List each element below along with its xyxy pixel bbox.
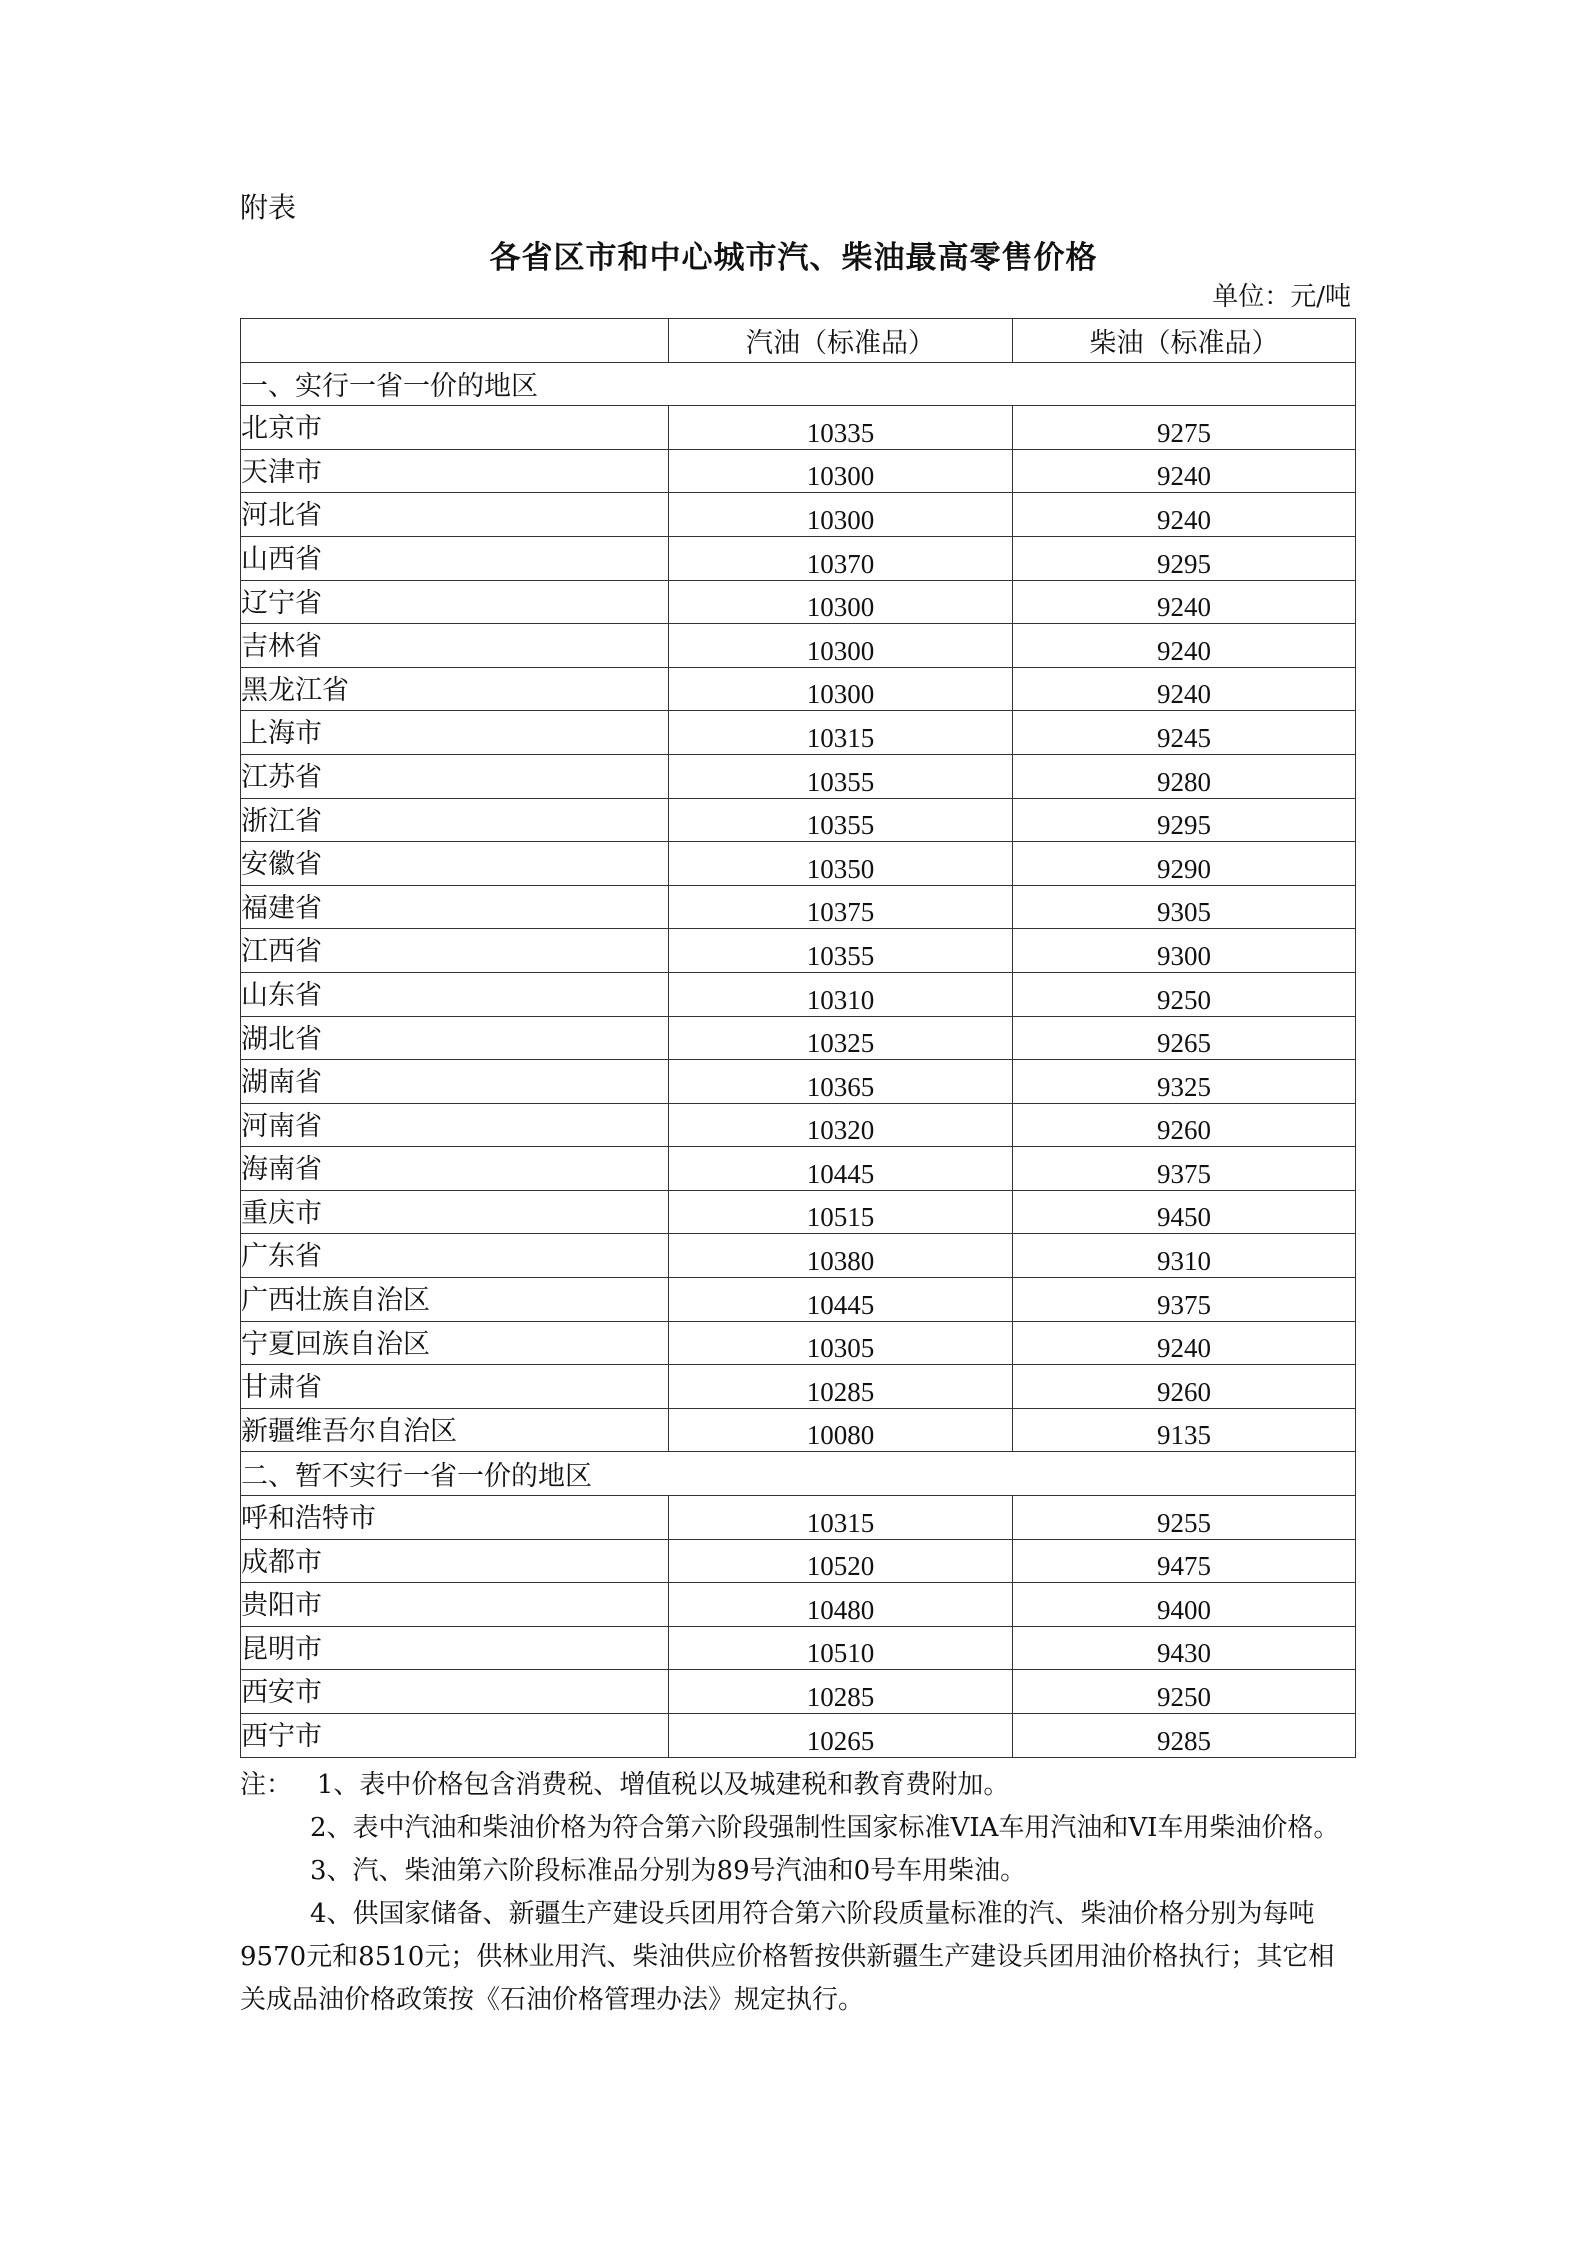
region-name: 广西壮族自治区 bbox=[241, 1278, 669, 1322]
gasoline-price: 10300 bbox=[669, 624, 1013, 668]
gasoline-price: 10325 bbox=[669, 1016, 1013, 1060]
diesel-price: 9240 bbox=[1013, 1321, 1356, 1365]
gasoline-price: 10265 bbox=[669, 1714, 1013, 1758]
region-name: 昆明市 bbox=[241, 1626, 669, 1670]
region-name: 呼和浩特市 bbox=[241, 1496, 669, 1540]
region-name: 浙江省 bbox=[241, 798, 669, 842]
region-name: 江西省 bbox=[241, 929, 669, 973]
region-name: 海南省 bbox=[241, 1147, 669, 1191]
document-title: 各省区市和中心城市汽、柴油最高零售价格 bbox=[489, 240, 1098, 276]
table-row bbox=[241, 493, 1356, 537]
table-row bbox=[241, 711, 1356, 755]
note-2: 2、表中汽油和柴油价格为符合第六阶段强制性国家标准VIA车用汽油和VI车用柴油价格。 bbox=[310, 1813, 1340, 1843]
diesel-price: 9240 bbox=[1013, 493, 1356, 537]
diesel-price: 9240 bbox=[1013, 624, 1356, 668]
diesel-price: 9300 bbox=[1013, 929, 1356, 973]
table-row bbox=[241, 1714, 1356, 1758]
diesel-price: 9430 bbox=[1013, 1626, 1356, 1670]
gasoline-price: 10285 bbox=[669, 1365, 1013, 1409]
region-name: 辽宁省 bbox=[241, 580, 669, 624]
diesel-price: 9375 bbox=[1013, 1278, 1356, 1322]
gasoline-price: 10445 bbox=[669, 1278, 1013, 1322]
gasoline-price: 10305 bbox=[669, 1321, 1013, 1365]
diesel-price: 9240 bbox=[1013, 667, 1356, 711]
gasoline-price: 10355 bbox=[669, 929, 1013, 973]
region-name: 西安市 bbox=[241, 1670, 669, 1714]
gasoline-price: 10515 bbox=[669, 1190, 1013, 1234]
diesel-price: 9275 bbox=[1013, 406, 1356, 450]
diesel-price: 9325 bbox=[1013, 1060, 1356, 1104]
note-3: 3、汽、柴油第六阶段标准品分别为89号汽油和0号车用柴油。 bbox=[310, 1856, 1027, 1886]
region-name: 河北省 bbox=[241, 493, 669, 537]
gasoline-price: 10315 bbox=[669, 1496, 1013, 1540]
gasoline-price: 10300 bbox=[669, 580, 1013, 624]
unit-label: 单位：元/吨 bbox=[1212, 282, 1351, 312]
table-row bbox=[241, 1583, 1356, 1627]
diesel-price: 9475 bbox=[1013, 1539, 1356, 1583]
region-name: 天津市 bbox=[241, 449, 669, 493]
gasoline-price: 10335 bbox=[669, 406, 1013, 450]
region-name: 安徽省 bbox=[241, 842, 669, 886]
region-name: 宁夏回族自治区 bbox=[241, 1321, 669, 1365]
region-name: 成都市 bbox=[241, 1539, 669, 1583]
table-row bbox=[241, 1539, 1356, 1583]
diesel-price: 9280 bbox=[1013, 754, 1356, 798]
section-label: 一、实行一省一价的地区 bbox=[241, 362, 1356, 406]
diesel-price: 9305 bbox=[1013, 885, 1356, 929]
gasoline-price: 10520 bbox=[669, 1539, 1013, 1583]
table-row bbox=[241, 754, 1356, 798]
table-row bbox=[241, 580, 1356, 624]
table-row bbox=[241, 1496, 1356, 1540]
table-row bbox=[241, 1234, 1356, 1278]
header-gasoline: 汽油（标准品） bbox=[669, 319, 1013, 363]
table-row bbox=[241, 1408, 1356, 1452]
gasoline-price: 10300 bbox=[669, 493, 1013, 537]
notes-prefix: 注： bbox=[240, 1770, 293, 1800]
region-name: 广东省 bbox=[241, 1234, 669, 1278]
region-name: 福建省 bbox=[241, 885, 669, 929]
diesel-price: 9255 bbox=[1013, 1496, 1356, 1540]
region-name: 山西省 bbox=[241, 536, 669, 580]
region-name: 河南省 bbox=[241, 1103, 669, 1147]
gasoline-price: 10315 bbox=[669, 711, 1013, 755]
region-name: 甘肃省 bbox=[241, 1365, 669, 1409]
note-4: 4、供国家储备、新疆生产建设兵团用符合第六阶段质量标准的汽、柴油价格分别为每吨9570元和8510元；供林业用汽、柴油供应价格暂按供新疆生产建设兵团用油价格执行；其它相关成品油价格政策按《石油价格管理办法》规定执行。 bbox=[240, 1899, 1335, 2015]
header-diesel: 柴油（标准品） bbox=[1013, 319, 1356, 363]
gasoline-price: 10355 bbox=[669, 754, 1013, 798]
gasoline-price: 10365 bbox=[669, 1060, 1013, 1104]
table-row bbox=[241, 798, 1356, 842]
diesel-price: 9450 bbox=[1013, 1190, 1356, 1234]
table-row bbox=[241, 1190, 1356, 1234]
note-1 bbox=[240, 1764, 1355, 1807]
gasoline-price: 10310 bbox=[669, 972, 1013, 1016]
region-name: 北京市 bbox=[241, 406, 669, 450]
diesel-price: 9250 bbox=[1013, 1670, 1356, 1714]
region-name: 山东省 bbox=[241, 972, 669, 1016]
table-row bbox=[241, 624, 1356, 668]
region-name: 湖南省 bbox=[241, 1060, 669, 1104]
diesel-price: 9245 bbox=[1013, 711, 1356, 755]
table-row bbox=[241, 1626, 1356, 1670]
gasoline-price: 10285 bbox=[669, 1670, 1013, 1714]
header-region bbox=[241, 319, 669, 363]
gasoline-price: 10375 bbox=[669, 885, 1013, 929]
diesel-price: 9290 bbox=[1013, 842, 1356, 886]
diesel-price: 9310 bbox=[1013, 1234, 1356, 1278]
diesel-price: 9295 bbox=[1013, 536, 1356, 580]
table-row bbox=[241, 1365, 1356, 1409]
gasoline-price: 10370 bbox=[669, 536, 1013, 580]
gasoline-price: 10480 bbox=[669, 1583, 1013, 1627]
diesel-price: 9260 bbox=[1013, 1365, 1356, 1409]
gasoline-price: 10300 bbox=[669, 449, 1013, 493]
table-row bbox=[241, 1103, 1356, 1147]
table-row bbox=[241, 842, 1356, 886]
table-row bbox=[241, 885, 1356, 929]
table-row bbox=[241, 667, 1356, 711]
diesel-price: 9260 bbox=[1013, 1103, 1356, 1147]
region-name: 吉林省 bbox=[241, 624, 669, 668]
table-row bbox=[241, 1278, 1356, 1322]
table-row bbox=[241, 1670, 1356, 1714]
region-name: 贵阳市 bbox=[241, 1583, 669, 1627]
diesel-price: 9135 bbox=[1013, 1408, 1356, 1452]
region-name: 重庆市 bbox=[241, 1190, 669, 1234]
diesel-price: 9285 bbox=[1013, 1714, 1356, 1758]
table-row bbox=[241, 1060, 1356, 1104]
gasoline-price: 10510 bbox=[669, 1626, 1013, 1670]
attachment-label: 附表 bbox=[240, 191, 297, 224]
gasoline-price: 10355 bbox=[669, 798, 1013, 842]
region-name: 新疆维吾尔自治区 bbox=[241, 1408, 669, 1452]
gasoline-price: 10380 bbox=[669, 1234, 1013, 1278]
gasoline-price: 10080 bbox=[669, 1408, 1013, 1452]
region-name: 江苏省 bbox=[241, 754, 669, 798]
notes bbox=[240, 1764, 1355, 2022]
region-name: 西宁市 bbox=[241, 1714, 669, 1758]
section-row bbox=[241, 1452, 1356, 1496]
section-label: 二、暂不实行一省一价的地区 bbox=[241, 1452, 1356, 1496]
table-row bbox=[241, 1147, 1356, 1191]
diesel-price: 9295 bbox=[1013, 798, 1356, 842]
price-table bbox=[240, 318, 1356, 1758]
gasoline-price: 10445 bbox=[669, 1147, 1013, 1191]
table-row bbox=[241, 536, 1356, 580]
table-row bbox=[241, 1016, 1356, 1060]
table-row bbox=[241, 929, 1356, 973]
note-1-text: 1、表中价格包含消费税、增值税以及城建税和教育费附加。 bbox=[316, 1770, 1010, 1800]
gasoline-price: 10300 bbox=[669, 667, 1013, 711]
diesel-price: 9240 bbox=[1013, 580, 1356, 624]
table-row bbox=[241, 449, 1356, 493]
diesel-price: 9265 bbox=[1013, 1016, 1356, 1060]
region-name: 黑龙江省 bbox=[241, 667, 669, 711]
diesel-price: 9375 bbox=[1013, 1147, 1356, 1191]
table-row bbox=[241, 406, 1356, 450]
table-row bbox=[241, 972, 1356, 1016]
gasoline-price: 10350 bbox=[669, 842, 1013, 886]
table-header-row bbox=[241, 319, 1356, 363]
table-row bbox=[241, 1321, 1356, 1365]
diesel-price: 9250 bbox=[1013, 972, 1356, 1016]
gasoline-price: 10320 bbox=[669, 1103, 1013, 1147]
section-row bbox=[241, 362, 1356, 406]
region-name: 湖北省 bbox=[241, 1016, 669, 1060]
diesel-price: 9400 bbox=[1013, 1583, 1356, 1627]
region-name: 上海市 bbox=[241, 711, 669, 755]
diesel-price: 9240 bbox=[1013, 449, 1356, 493]
